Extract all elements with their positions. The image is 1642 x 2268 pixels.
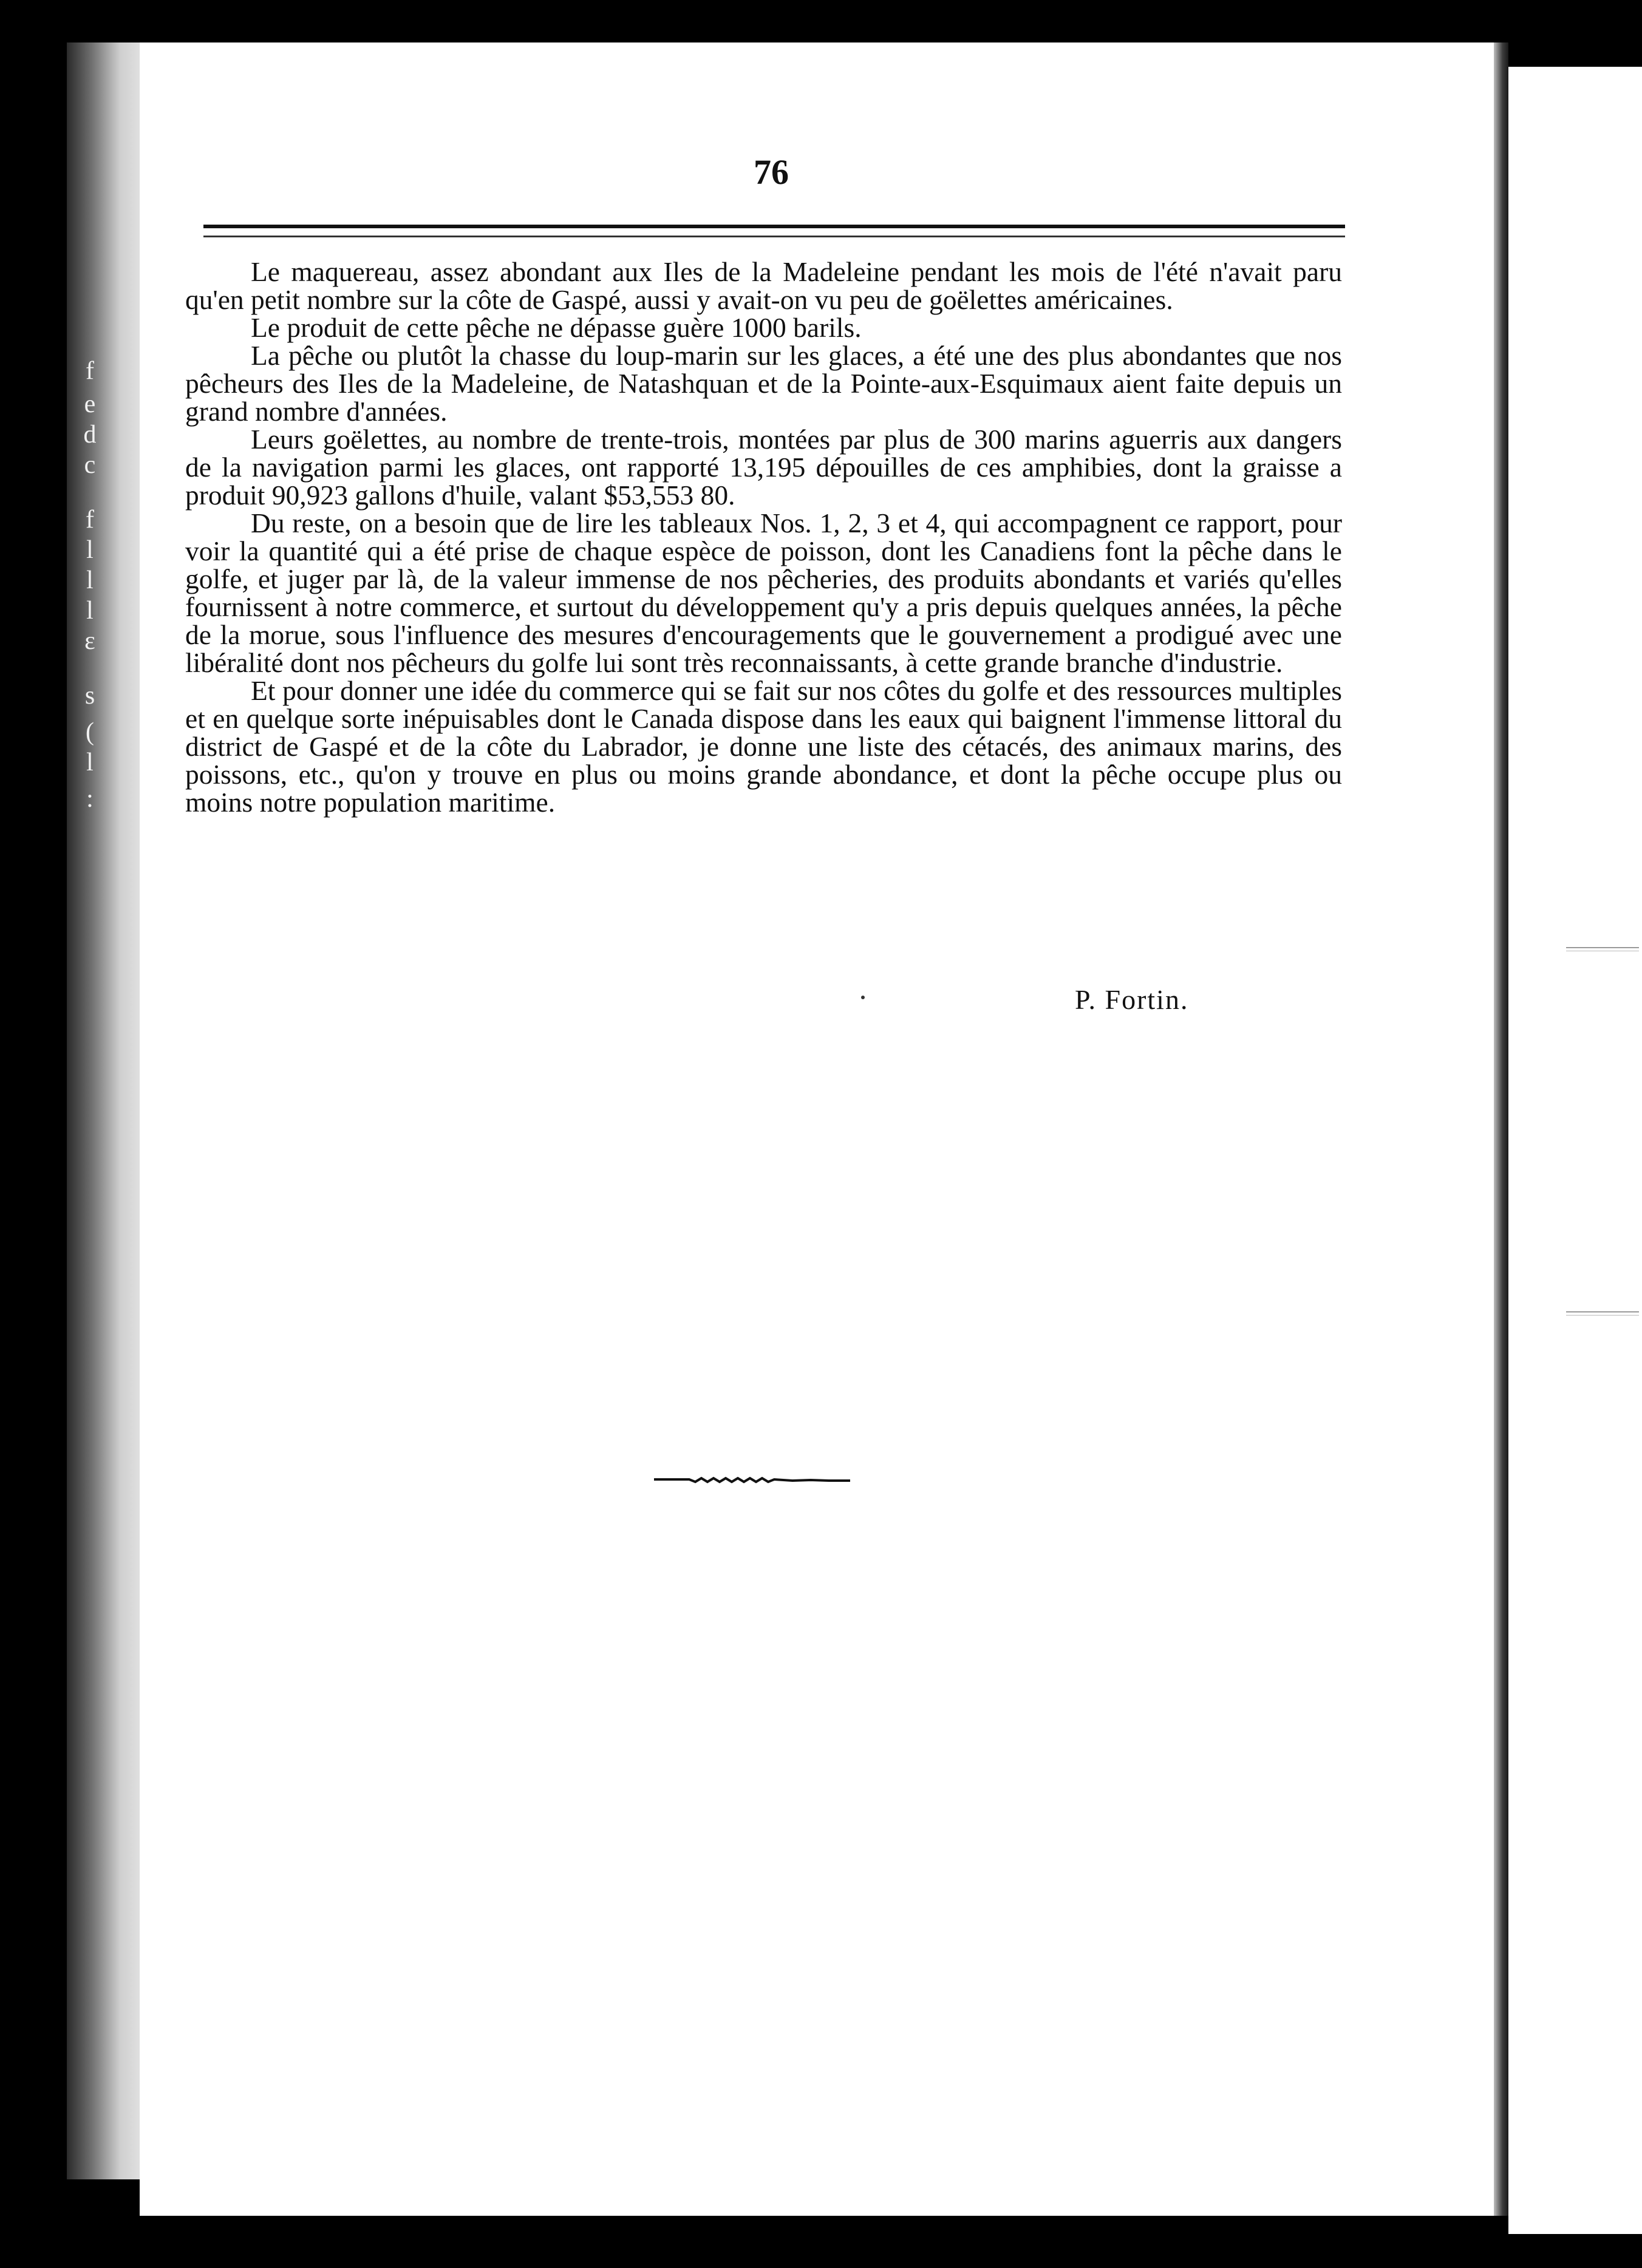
closing-ornament: [653, 1472, 853, 1490]
signature: P. Fortin.: [1075, 984, 1189, 1015]
paragraph: Du reste, on a besoin que de lire les tableaux Nos. 1, 2, 3 et 4, qui accompagnent ce rapport, pour voir la quantité qui a été prise de chaque espèce de poisson, dont les Canadiens font la pêche dans le golfe, et juger par là, de la valeur immense de nos pêcheries, des produits abondants et variés qu'elles fournissent à notre commerce, et surtout du développement qu'y a pris depuis quelques années, la pêche de la morue, sous l'influence des mesures d'encouragements que le gouvernement a prodigué avec une libéralité dont nos pêcheurs du golfe lui sont très reconnaissants, à cette grande branche d'industrie.: [185, 508, 1342, 678]
page-gutter: [1494, 42, 1508, 2216]
bleed-letter: f: [86, 357, 94, 385]
paragraph: Leurs goëlettes, au nombre de trente-trois, montées par plus de 300 marins aguerris aux dangers de la navigation parmi les glaces, ont rapporté 13,195 dépouilles de ces amphibies, dont la graisse a produit 90,923 gallons d'huile, valant $53,553 80.: [185, 424, 1342, 511]
bleed-letter: (: [86, 718, 94, 746]
bleed-letter: :: [86, 785, 94, 813]
facing-page-rule: [1566, 1311, 1639, 1316]
report-body: [185, 258, 1342, 817]
bleed-letter: l: [86, 536, 94, 564]
page-number: 76: [754, 152, 789, 192]
bleed-letter: s: [84, 682, 95, 710]
bleed-letter: f: [86, 506, 94, 534]
header-rule: [203, 225, 1345, 237]
bleed-letter: l: [86, 566, 94, 594]
bleed-letter: e: [84, 390, 96, 418]
facing-page-rule: [1566, 947, 1639, 951]
facing-page-edge: [1508, 67, 1642, 2234]
paragraph: Et pour donner une idée du commerce qui se fait sur nos côtes du golfe et des ressources multiples et en quelque sorte inépuisables dont le Canada dispose dans les eaux qui baignent l'immense littoral du district de Gaspé et de la côte du Labrador, je donne une liste des cétacés, des animaux marins, des poissons, etc., qu'on y trouve en plus ou moins grande abondance, et dont la pêche occupe plus ou moins notre population maritime.: [185, 675, 1342, 818]
bleed-letter: l: [86, 749, 94, 776]
bleed-letter: d: [83, 421, 97, 449]
paragraph: Le produit de cette pêche ne dépasse guère 1000 barils.: [251, 312, 862, 343]
paragraph: La pêche ou plutôt la chasse du loup-marin sur les glaces, a été une des plus abondantes que nos pêcheurs des Iles de la Madeleine, de Natashquan et de la Pointe-aux-Esquimaux aient faite depuis un grand nombre d'années.: [185, 340, 1342, 427]
ornament-stroke: [654, 1478, 850, 1482]
bleed-letter: l: [86, 597, 94, 625]
stray-dot: [861, 996, 865, 999]
bleed-letter: c: [84, 451, 96, 479]
bleed-letter: ɛ: [84, 627, 95, 655]
paragraph: Le maquereau, assez abondant aux Iles de la Madeleine pendant les mois de l'été n'avait paru qu'en petit nombre sur la côte de Gaspé, aussi y avait-on vu peu de goëlettes américaines.: [185, 256, 1342, 315]
